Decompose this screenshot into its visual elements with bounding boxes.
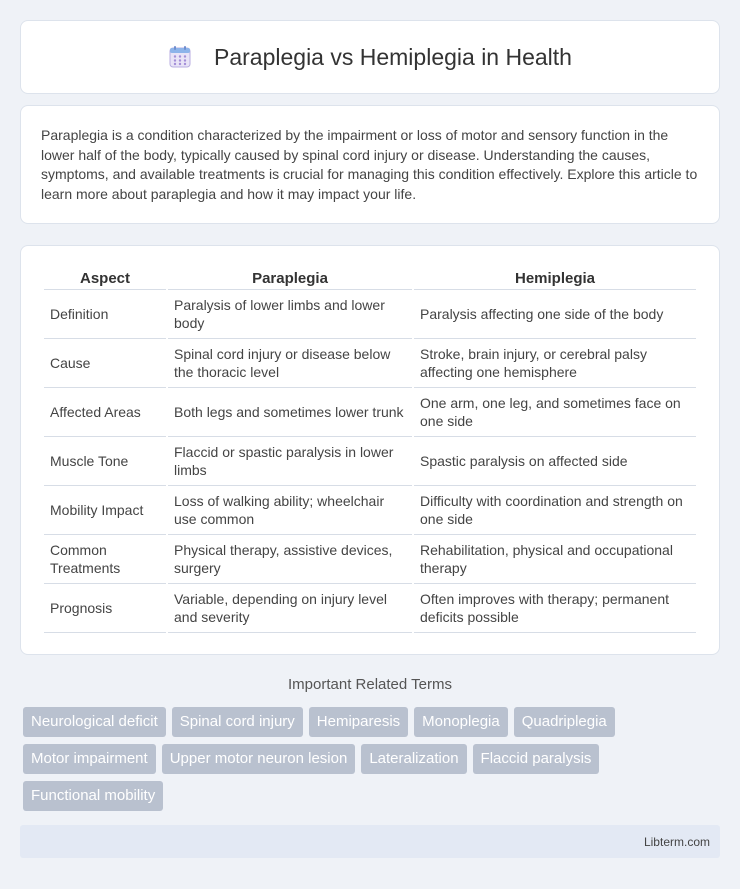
hemiplegia-cell: Often improves with therapy; permanent deficits possible	[414, 584, 696, 633]
header	[168, 44, 572, 71]
tag-flaccid-paralysis[interactable]: Flaccid paralysis	[473, 744, 600, 774]
hemiplegia-cell: One arm, one leg, and sometimes face on one side	[414, 388, 696, 437]
aspect-cell: Cause	[44, 339, 166, 388]
tag-neurological-deficit[interactable]: Neurological deficit	[23, 707, 166, 737]
hemiplegia-cell: Paralysis affecting one side of the body	[414, 290, 696, 339]
header-card	[20, 20, 720, 94]
comparison-table-card	[20, 245, 720, 655]
tag-hemiparesis[interactable]: Hemiparesis	[309, 707, 408, 737]
footer	[20, 825, 720, 858]
table-row	[44, 388, 696, 437]
paraplegia-cell: Variable, depending on injury level and severity	[168, 584, 412, 633]
hemiplegia-cell: Rehabilitation, physical and occupational therapy	[414, 535, 696, 584]
table-row	[44, 437, 696, 486]
paraplegia-cell: Spinal cord injury or disease below the thoracic level	[168, 339, 412, 388]
hemiplegia-cell: Spastic paralysis on affected side	[414, 437, 696, 486]
table-row	[44, 339, 696, 388]
paraplegia-cell: Loss of walking ability; wheelchair use common	[168, 486, 412, 535]
calendar-icon	[168, 45, 192, 69]
table-row	[44, 486, 696, 535]
header-hemiplegia: Hemiplegia	[414, 266, 696, 290]
header-aspect: Aspect	[44, 266, 166, 290]
aspect-cell: Mobility Impact	[44, 486, 166, 535]
tag-quadriplegia[interactable]: Quadriplegia	[514, 707, 615, 737]
aspect-cell: Affected Areas	[44, 388, 166, 437]
table-row	[44, 584, 696, 633]
table-row	[44, 290, 696, 339]
comparison-table	[42, 266, 698, 633]
aspect-cell: Common Treatments	[44, 535, 166, 584]
table-header-row	[44, 266, 696, 290]
paraplegia-cell: Flaccid or spastic paralysis in lower limbs	[168, 437, 412, 486]
related-terms-title: Important Related Terms	[288, 676, 452, 693]
footer-site-link[interactable]: Libterm.com	[643, 834, 710, 849]
tag-upper-motor-neuron-lesion[interactable]: Upper motor neuron lesion	[162, 744, 356, 774]
tag-lateralization[interactable]: Lateralization	[361, 744, 466, 774]
aspect-cell: Prognosis	[44, 584, 166, 633]
intro-card	[20, 105, 720, 224]
related-terms-tags	[23, 707, 723, 811]
header-paraplegia: Paraplegia	[168, 266, 412, 290]
aspect-cell: Muscle Tone	[44, 437, 166, 486]
hemiplegia-cell: Stroke, brain injury, or cerebral palsy affecting one hemisphere	[414, 339, 696, 388]
tag-functional-mobility[interactable]: Functional mobility	[23, 781, 163, 811]
paraplegia-cell: Both legs and sometimes lower trunk	[168, 388, 412, 437]
tag-monoplegia[interactable]: Monoplegia	[414, 707, 508, 737]
aspect-cell: Definition	[44, 290, 166, 339]
paraplegia-cell: Paralysis of lower limbs and lower body	[168, 290, 412, 339]
tag-motor-impairment[interactable]: Motor impairment	[23, 744, 156, 774]
tag-spinal-cord-injury[interactable]: Spinal cord injury	[172, 707, 303, 737]
hemiplegia-cell: Difficulty with coordination and strength on one side	[414, 486, 696, 535]
table-row	[44, 535, 696, 584]
paraplegia-cell: Physical therapy, assistive devices, surgery	[168, 535, 412, 584]
page-title: Paraplegia vs Hemiplegia in Health	[214, 43, 572, 70]
intro-text: Paraplegia is a condition characterized by the impairment or loss of motor and sensory function in the lower half of the body, typically caused by spinal cord injury or disease. Understanding the causes, symptoms, and available treatments is crucial for managing this condition effectively. Explore this article to learn more about paraplegia and how it may impact your life.	[41, 127, 698, 202]
